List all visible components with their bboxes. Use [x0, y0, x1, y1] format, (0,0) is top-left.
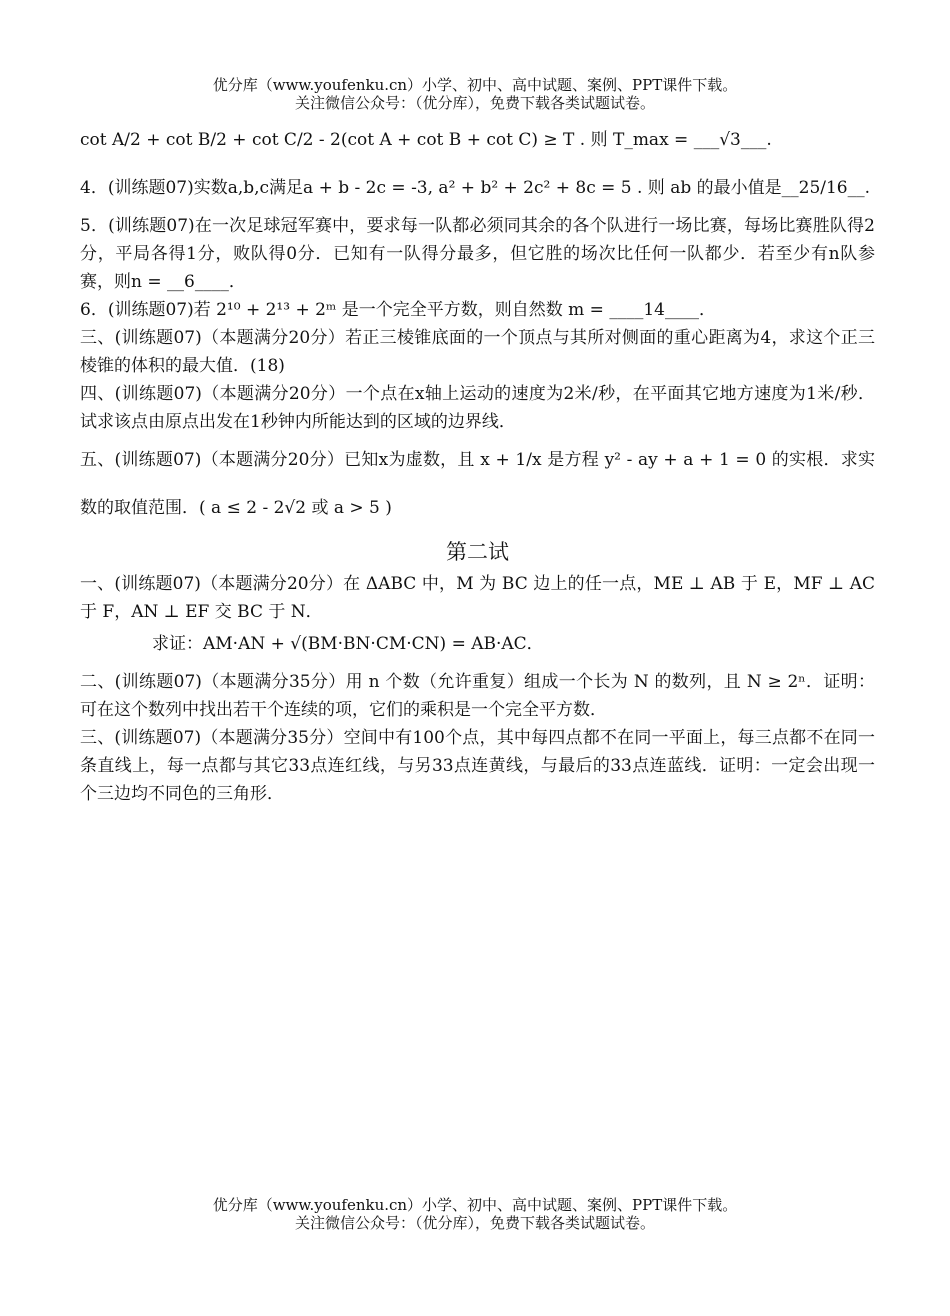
section2-problem-3: 三、(训练题07)（本题满分35分）空间中有100个点，其中每四点都不在同一平面上，每三点都不在同一条直线上，每一点都与其它33点连红线，与另33点连黄线，与最后的33点连蓝线．证明：一定会出现一个三边均不同色的三角形．: [80, 728, 875, 804]
section2-problem-1: 一、(训练题07)（本题满分20分）在 ΔABC 中，M 为 BC 边上的任一点，ME ⊥ AB 于 E，MF ⊥ AC 于 F，AN ⊥ EF 交 BC 于 N．: [80, 574, 875, 622]
question-4: 4．(训练题07)实数a,b,c满足a + b - 2c = -3, a² + b² + 2c² + 8c = 5 . 则 ab 的最小值是__25/16__.: [80, 178, 871, 198]
header-line-1: 优分库（www.youfenku.cn）小学、初中、高中试题、案例、PPT课件下载。: [212, 76, 738, 94]
question-five: 五、(训练题07)（本题满分20分）已知x为虚数，且 x + 1/x 是方程 y² - ay + a + 1 = 0 的实根．求实数的取值范围．( a ≤ 2 - 2√2 或 a > 5 ): [80, 450, 875, 518]
footer-line-1: 优分库（www.youfenku.cn）小学、初中、高中试题、案例、PPT课件下载。: [212, 1196, 738, 1214]
footer-line-2: 关注微信公众号：（优分库），免费下载各类试题试卷。: [294, 1214, 655, 1232]
section-title: 第二试: [446, 540, 509, 564]
header-line-2: 关注微信公众号：（优分库），免费下载各类试题试卷。: [294, 94, 655, 112]
page-footer: [0, 1196, 950, 1232]
question-5: 5．(训练题07)在一次足球冠军赛中，要求每一队都必须同其余的各个队进行一场比赛，每场比赛胜队得2分，平局各得1分，败队得0分．已知有一队得分最多，但它胜的场次比任何一队都少．若至少有n队参赛，则n = __6____．: [80, 216, 875, 292]
section2-problem-2: 二、(训练题07)（本题满分35分）用 n 个数（允许重复）组成一个长为 N 的数列，且 N ≥ 2ⁿ．证明：可在这个数列中找出若干个连续的项，它们的乘积是一个完全平方数．: [80, 672, 875, 720]
question-four: 四、(训练题07)（本题满分20分）一个点在x轴上运动的速度为2米/秒，在平面其它地方速度为1米/秒．试求该点由原点出发在1秒钟内所能达到的区域的边界线．: [80, 384, 875, 432]
question-6: 6．(训练题07)若 2¹⁰ + 2¹³ + 2ᵐ 是一个完全平方数，则自然数 m = ____14____．: [80, 300, 716, 320]
page-content: [80, 116, 875, 808]
section2-proof-statement: 求证：AM·AN + √(BM·BN·CM·CN) = AB·AC．: [152, 634, 544, 654]
cot-inequality-line: cot A/2 + cot B/2 + cot C/2 - 2(cot A + cot B + cot C) ≥ T . 则 T_max = ___√3___.: [80, 130, 772, 150]
page-header: [0, 76, 950, 112]
question-three: 三、(训练题07)（本题满分20分）若正三棱锥底面的一个顶点与其所对侧面的重心距离为4，求这个正三棱锥的体积的最大值．(18): [80, 328, 875, 376]
